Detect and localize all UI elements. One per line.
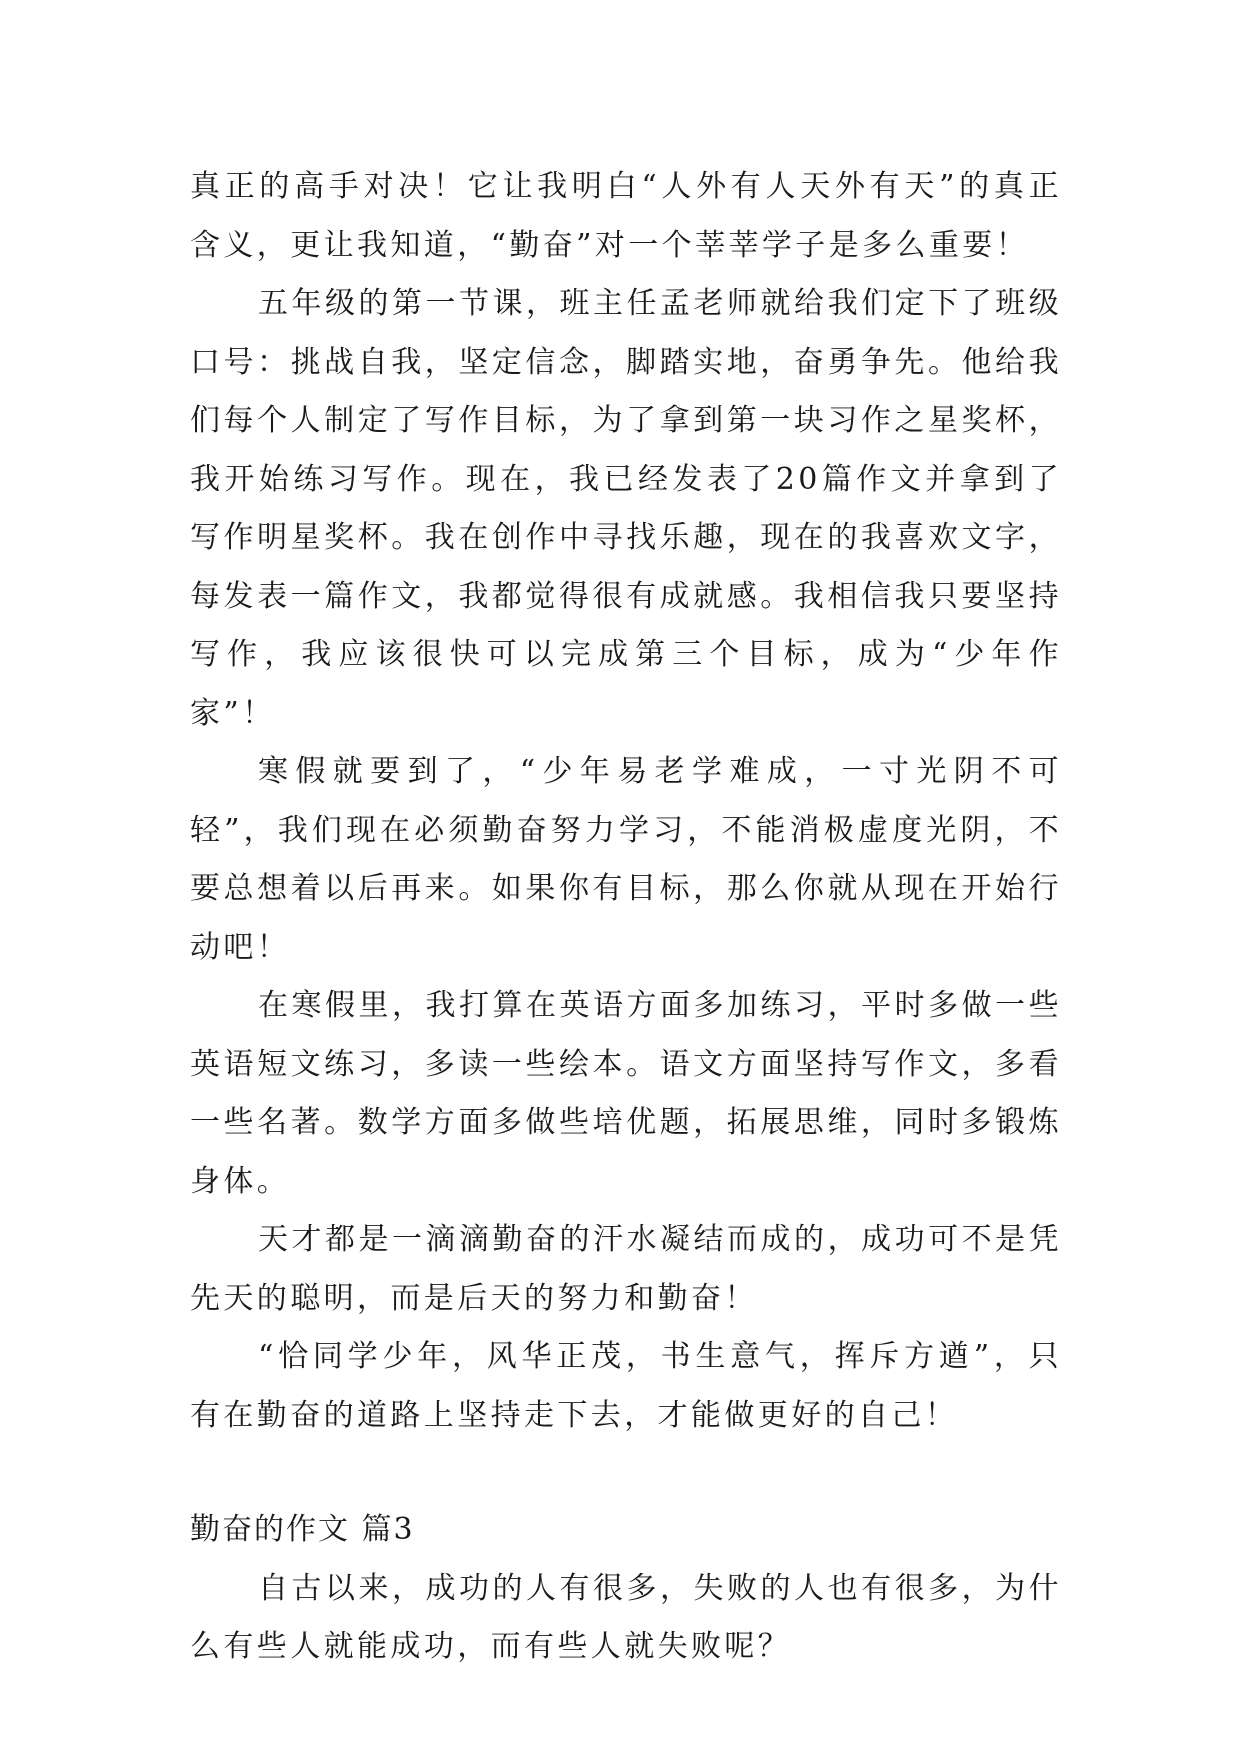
paragraph-1: 真正的高手对决！它让我明白“人外有人天外有天”的真正含义，更让我知道，“勤奋”对一个莘莘学子是多么重要！	[190, 169, 1062, 263]
paragraph-3: 寒假就要到了，“少年易老学难成，一寸光阴不可轻”，我们现在必须勤奋努力学习，不能消极虚度光阴，不要总想着以后再来。如果你有目标，那么你就从现在开始行动吧！	[190, 754, 1062, 965]
paragraph-4: 在寒假里，我打算在英语方面多加练习，平时多做一些英语短文练习，多读一些绘本。语文方面坚持写作文，多看一些名著。数学方面多做些培优题，拓展思维，同时多锻炼身体。	[190, 988, 1062, 1199]
section-spacer	[190, 1445, 1062, 1501]
document-body	[190, 158, 1062, 1677]
paragraph-6: “恰同学少年，风华正茂，书生意气，挥斥方遒”，只有在勤奋的道路上坚持走下去，才能做更好的自己！	[190, 1339, 1062, 1433]
section-heading: 勤奋的作文 篇3	[190, 1512, 415, 1547]
paragraph-7: 自古以来，成功的人有很多，失败的人也有很多，为什么有些人就能成功，而有些人就失败呢？	[190, 1570, 1062, 1664]
paragraph-2: 五年级的第一节课，班主任孟老师就给我们定下了班级口号：挑战自我，坚定信念，脚踏实地，奋勇争先。他给我们每个人制定了写作目标，为了拿到第一块习作之星奖杯，我开始练习写作。现在，我已经发表了20篇作文并拿到了写作明星奖杯。我在创作中寻找乐趣，现在的我喜欢文字，每发表一篇作文，我都觉得很有成就感。我相信我只要坚持写作，我应该很快可以完成第三个目标，成为“少年作家”！	[190, 286, 1062, 731]
paragraph-5: 天才都是一滴滴勤奋的汗水凝结而成的，成功可不是凭先天的聪明，而是后天的努力和勤奋！	[190, 1222, 1062, 1316]
